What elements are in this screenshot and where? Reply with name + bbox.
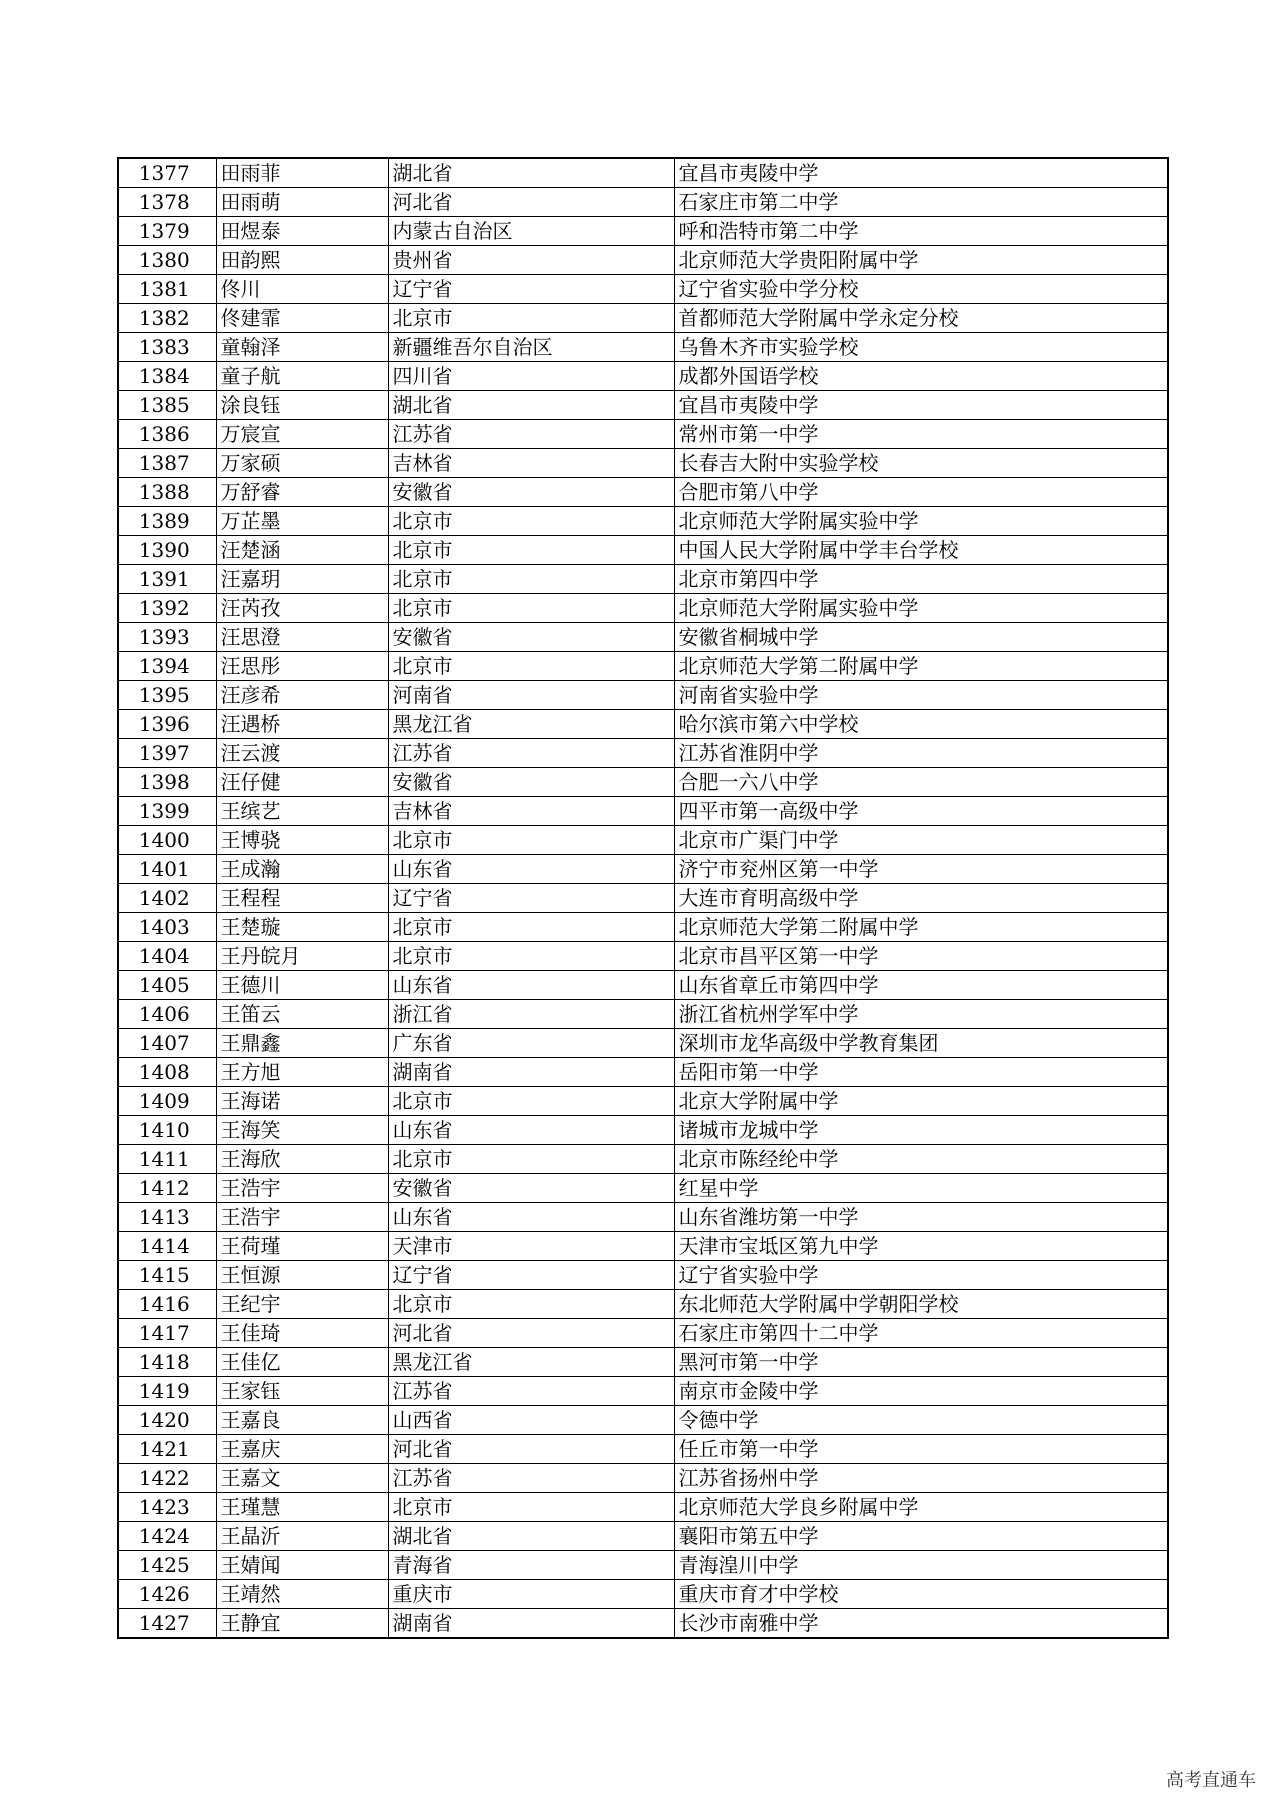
school-cell: 宜昌市夷陵中学 [674,158,1168,188]
table-row [118,855,1168,884]
student-name-cell: 王博骁 [216,826,388,855]
school-cell: 北京师范大学良乡附属中学 [674,1493,1168,1522]
table-row [118,1058,1168,1087]
table-row [118,1464,1168,1493]
student-name-cell: 王海诺 [216,1087,388,1116]
table-row [118,1609,1168,1639]
school-cell: 河南省实验中学 [674,681,1168,710]
student-name-cell: 王婧闻 [216,1551,388,1580]
student-name-cell: 汪云渡 [216,739,388,768]
table-row [118,652,1168,681]
student-name-cell: 王笛云 [216,1000,388,1029]
province-cell: 湖北省 [388,1522,674,1551]
province-cell: 江苏省 [388,1464,674,1493]
student-name-cell: 王鼎鑫 [216,1029,388,1058]
row-number-cell: 1386 [118,420,216,449]
student-name-cell: 王海笑 [216,1116,388,1145]
table-row [118,739,1168,768]
student-name-cell: 汪遇桥 [216,710,388,739]
table-row [118,158,1168,188]
table-row [118,623,1168,652]
school-cell: 乌鲁木齐市实验学校 [674,333,1168,362]
province-cell: 重庆市 [388,1580,674,1609]
school-cell: 北京师范大学第二附属中学 [674,913,1168,942]
school-cell: 长春吉大附中实验学校 [674,449,1168,478]
table-row [118,1232,1168,1261]
student-name-cell: 王家钰 [216,1377,388,1406]
province-cell: 山东省 [388,1116,674,1145]
student-name-cell: 汪芮孜 [216,594,388,623]
school-cell: 江苏省扬州中学 [674,1464,1168,1493]
row-number-cell: 1416 [118,1290,216,1319]
row-number-cell: 1379 [118,217,216,246]
school-cell: 宜昌市夷陵中学 [674,391,1168,420]
row-number-cell: 1415 [118,1261,216,1290]
row-number-cell: 1413 [118,1203,216,1232]
province-cell: 内蒙古自治区 [388,217,674,246]
province-cell: 浙江省 [388,1000,674,1029]
school-cell: 浙江省杭州学军中学 [674,1000,1168,1029]
school-cell: 石家庄市第二中学 [674,188,1168,217]
student-name-cell: 王恒源 [216,1261,388,1290]
row-number-cell: 1377 [118,158,216,188]
student-name-cell: 汪仔健 [216,768,388,797]
school-cell: 令德中学 [674,1406,1168,1435]
student-name-cell: 王嘉庆 [216,1435,388,1464]
row-number-cell: 1397 [118,739,216,768]
table-row [118,1551,1168,1580]
row-number-cell: 1398 [118,768,216,797]
table-row [118,1290,1168,1319]
school-cell: 江苏省淮阴中学 [674,739,1168,768]
province-cell: 安徽省 [388,478,674,507]
roster-table [117,157,1169,1639]
row-number-cell: 1387 [118,449,216,478]
province-cell: 辽宁省 [388,1261,674,1290]
roster-table-body [118,158,1168,1638]
student-name-cell: 汪彦希 [216,681,388,710]
school-cell: 北京师范大学贵阳附属中学 [674,246,1168,275]
table-row [118,1493,1168,1522]
row-number-cell: 1408 [118,1058,216,1087]
school-cell: 北京师范大学附属实验中学 [674,594,1168,623]
row-number-cell: 1389 [118,507,216,536]
school-cell: 北京市第四中学 [674,565,1168,594]
row-number-cell: 1417 [118,1319,216,1348]
province-cell: 山东省 [388,1203,674,1232]
row-number-cell: 1411 [118,1145,216,1174]
row-number-cell: 1378 [118,188,216,217]
table-row [118,1435,1168,1464]
province-cell: 广东省 [388,1029,674,1058]
province-cell: 江苏省 [388,420,674,449]
student-name-cell: 王纪宇 [216,1290,388,1319]
student-name-cell: 王靖然 [216,1580,388,1609]
student-name-cell: 童翰泽 [216,333,388,362]
school-cell: 北京市昌平区第一中学 [674,942,1168,971]
province-cell: 北京市 [388,942,674,971]
school-cell: 北京大学附属中学 [674,1087,1168,1116]
table-row [118,275,1168,304]
table-row [118,710,1168,739]
school-cell: 青海湟川中学 [674,1551,1168,1580]
school-cell: 呼和浩特市第二中学 [674,217,1168,246]
student-name-cell: 王佳琦 [216,1319,388,1348]
student-name-cell: 王缤艺 [216,797,388,826]
student-name-cell: 王晶沂 [216,1522,388,1551]
row-number-cell: 1419 [118,1377,216,1406]
school-cell: 辽宁省实验中学 [674,1261,1168,1290]
student-name-cell: 王静宜 [216,1609,388,1639]
student-name-cell: 童子航 [216,362,388,391]
province-cell: 辽宁省 [388,275,674,304]
table-row [118,1174,1168,1203]
school-cell: 合肥一六八中学 [674,768,1168,797]
province-cell: 青海省 [388,1551,674,1580]
province-cell: 山东省 [388,971,674,1000]
student-name-cell: 王海欣 [216,1145,388,1174]
school-cell: 合肥市第八中学 [674,478,1168,507]
row-number-cell: 1403 [118,913,216,942]
table-row [118,449,1168,478]
row-number-cell: 1390 [118,536,216,565]
school-cell: 成都外国语学校 [674,362,1168,391]
student-name-cell: 汪思彤 [216,652,388,681]
province-cell: 天津市 [388,1232,674,1261]
row-number-cell: 1388 [118,478,216,507]
school-cell: 辽宁省实验中学分校 [674,275,1168,304]
school-cell: 山东省潍坊第一中学 [674,1203,1168,1232]
student-name-cell: 万芷墨 [216,507,388,536]
province-cell: 北京市 [388,652,674,681]
row-number-cell: 1412 [118,1174,216,1203]
row-number-cell: 1407 [118,1029,216,1058]
province-cell: 北京市 [388,304,674,333]
table-row [118,1203,1168,1232]
school-cell: 重庆市育才中学校 [674,1580,1168,1609]
province-cell: 辽宁省 [388,884,674,913]
row-number-cell: 1384 [118,362,216,391]
student-name-cell: 王浩宇 [216,1203,388,1232]
province-cell: 湖北省 [388,391,674,420]
school-cell: 大连市育明高级中学 [674,884,1168,913]
table-row [118,681,1168,710]
student-name-cell: 王佳亿 [216,1348,388,1377]
province-cell: 北京市 [388,1145,674,1174]
province-cell: 四川省 [388,362,674,391]
table-row [118,478,1168,507]
row-number-cell: 1425 [118,1551,216,1580]
row-number-cell: 1401 [118,855,216,884]
student-name-cell: 万宸宣 [216,420,388,449]
student-name-cell: 万家硕 [216,449,388,478]
school-cell: 诸城市龙城中学 [674,1116,1168,1145]
row-number-cell: 1426 [118,1580,216,1609]
row-number-cell: 1400 [118,826,216,855]
school-cell: 石家庄市第四十二中学 [674,1319,1168,1348]
school-cell: 济宁市兖州区第一中学 [674,855,1168,884]
province-cell: 安徽省 [388,768,674,797]
row-number-cell: 1421 [118,1435,216,1464]
table-row [118,1319,1168,1348]
row-number-cell: 1396 [118,710,216,739]
student-name-cell: 王嘉良 [216,1406,388,1435]
table-row [118,594,1168,623]
school-cell: 黑河市第一中学 [674,1348,1168,1377]
student-name-cell: 万舒睿 [216,478,388,507]
school-cell: 任丘市第一中学 [674,1435,1168,1464]
province-cell: 北京市 [388,1290,674,1319]
table-row [118,391,1168,420]
table-row [118,246,1168,275]
province-cell: 河北省 [388,1435,674,1464]
school-cell: 山东省章丘市第四中学 [674,971,1168,1000]
table-row [118,1522,1168,1551]
table-row [118,507,1168,536]
student-name-cell: 汪思澄 [216,623,388,652]
province-cell: 山西省 [388,1406,674,1435]
row-number-cell: 1380 [118,246,216,275]
province-cell: 河南省 [388,681,674,710]
row-number-cell: 1414 [118,1232,216,1261]
table-row [118,971,1168,1000]
student-name-cell: 王浩宇 [216,1174,388,1203]
school-cell: 中国人民大学附属中学丰台学校 [674,536,1168,565]
student-name-cell: 佟建霏 [216,304,388,333]
table-row [118,913,1168,942]
student-name-cell: 王丹皖月 [216,942,388,971]
row-number-cell: 1382 [118,304,216,333]
school-cell: 四平市第一高级中学 [674,797,1168,826]
row-number-cell: 1410 [118,1116,216,1145]
province-cell: 新疆维吾尔自治区 [388,333,674,362]
table-row [118,420,1168,449]
student-name-cell: 汪嘉玥 [216,565,388,594]
row-number-cell: 1406 [118,1000,216,1029]
row-number-cell: 1394 [118,652,216,681]
province-cell: 北京市 [388,913,674,942]
school-cell: 安徽省桐城中学 [674,623,1168,652]
province-cell: 湖北省 [388,158,674,188]
table-row [118,536,1168,565]
school-cell: 岳阳市第一中学 [674,1058,1168,1087]
row-number-cell: 1418 [118,1348,216,1377]
school-cell: 北京市陈经纶中学 [674,1145,1168,1174]
row-number-cell: 1424 [118,1522,216,1551]
student-name-cell: 王瑾慧 [216,1493,388,1522]
student-name-cell: 王程程 [216,884,388,913]
school-cell: 长沙市南雅中学 [674,1609,1168,1639]
student-name-cell: 王楚璇 [216,913,388,942]
row-number-cell: 1393 [118,623,216,652]
student-name-cell: 王荷瑾 [216,1232,388,1261]
table-row [118,304,1168,333]
student-name-cell: 王嘉文 [216,1464,388,1493]
row-number-cell: 1383 [118,333,216,362]
table-row [118,1377,1168,1406]
student-name-cell: 汪楚涵 [216,536,388,565]
row-number-cell: 1381 [118,275,216,304]
school-cell: 首都师范大学附属中学永定分校 [674,304,1168,333]
row-number-cell: 1392 [118,594,216,623]
table-row [118,797,1168,826]
table-row [118,188,1168,217]
table-row [118,1348,1168,1377]
province-cell: 山东省 [388,855,674,884]
table-row [118,1000,1168,1029]
row-number-cell: 1402 [118,884,216,913]
province-cell: 黑龙江省 [388,1348,674,1377]
table-row [118,826,1168,855]
school-cell: 南京市金陵中学 [674,1377,1168,1406]
row-number-cell: 1427 [118,1609,216,1639]
student-name-cell: 田韵熙 [216,246,388,275]
province-cell: 江苏省 [388,1377,674,1406]
school-cell: 深圳市龙华高级中学教育集团 [674,1029,1168,1058]
row-number-cell: 1409 [118,1087,216,1116]
table-row [118,565,1168,594]
row-number-cell: 1391 [118,565,216,594]
school-cell: 北京师范大学第二附属中学 [674,652,1168,681]
province-cell: 安徽省 [388,1174,674,1203]
student-name-cell: 田雨萌 [216,188,388,217]
table-row [118,1261,1168,1290]
student-name-cell: 涂良钰 [216,391,388,420]
table-row [118,1087,1168,1116]
school-cell: 北京师范大学附属实验中学 [674,507,1168,536]
table-row [118,768,1168,797]
watermark-text: 高考直通车 [1166,1770,1256,1791]
student-name-cell: 王方旭 [216,1058,388,1087]
province-cell: 安徽省 [388,623,674,652]
table-row [118,942,1168,971]
province-cell: 湖南省 [388,1609,674,1639]
student-name-cell: 王成瀚 [216,855,388,884]
student-name-cell: 王德川 [216,971,388,1000]
table-row [118,1029,1168,1058]
province-cell: 湖南省 [388,1058,674,1087]
province-cell: 北京市 [388,507,674,536]
school-cell: 襄阳市第五中学 [674,1522,1168,1551]
row-number-cell: 1395 [118,681,216,710]
row-number-cell: 1399 [118,797,216,826]
province-cell: 河北省 [388,1319,674,1348]
table-row [118,1116,1168,1145]
row-number-cell: 1423 [118,1493,216,1522]
school-cell: 东北师范大学附属中学朝阳学校 [674,1290,1168,1319]
table-row [118,1580,1168,1609]
table-row [118,1406,1168,1435]
table-row [118,884,1168,913]
province-cell: 北京市 [388,1087,674,1116]
province-cell: 贵州省 [388,246,674,275]
school-cell: 红星中学 [674,1174,1168,1203]
province-cell: 北京市 [388,594,674,623]
school-cell: 哈尔滨市第六中学校 [674,710,1168,739]
province-cell: 吉林省 [388,449,674,478]
student-name-cell: 田煜泰 [216,217,388,246]
row-number-cell: 1405 [118,971,216,1000]
student-name-cell: 田雨菲 [216,158,388,188]
row-number-cell: 1404 [118,942,216,971]
table-row [118,333,1168,362]
table-row [118,1145,1168,1174]
school-cell: 北京市广渠门中学 [674,826,1168,855]
row-number-cell: 1422 [118,1464,216,1493]
province-cell: 北京市 [388,826,674,855]
province-cell: 江苏省 [388,739,674,768]
table-row [118,217,1168,246]
row-number-cell: 1385 [118,391,216,420]
province-cell: 北京市 [388,1493,674,1522]
province-cell: 黑龙江省 [388,710,674,739]
row-number-cell: 1420 [118,1406,216,1435]
table-row [118,362,1168,391]
province-cell: 北京市 [388,565,674,594]
province-cell: 吉林省 [388,797,674,826]
school-cell: 常州市第一中学 [674,420,1168,449]
school-cell: 天津市宝坻区第九中学 [674,1232,1168,1261]
student-name-cell: 佟川 [216,275,388,304]
roster-table-container [117,157,1167,1639]
province-cell: 河北省 [388,188,674,217]
province-cell: 北京市 [388,536,674,565]
